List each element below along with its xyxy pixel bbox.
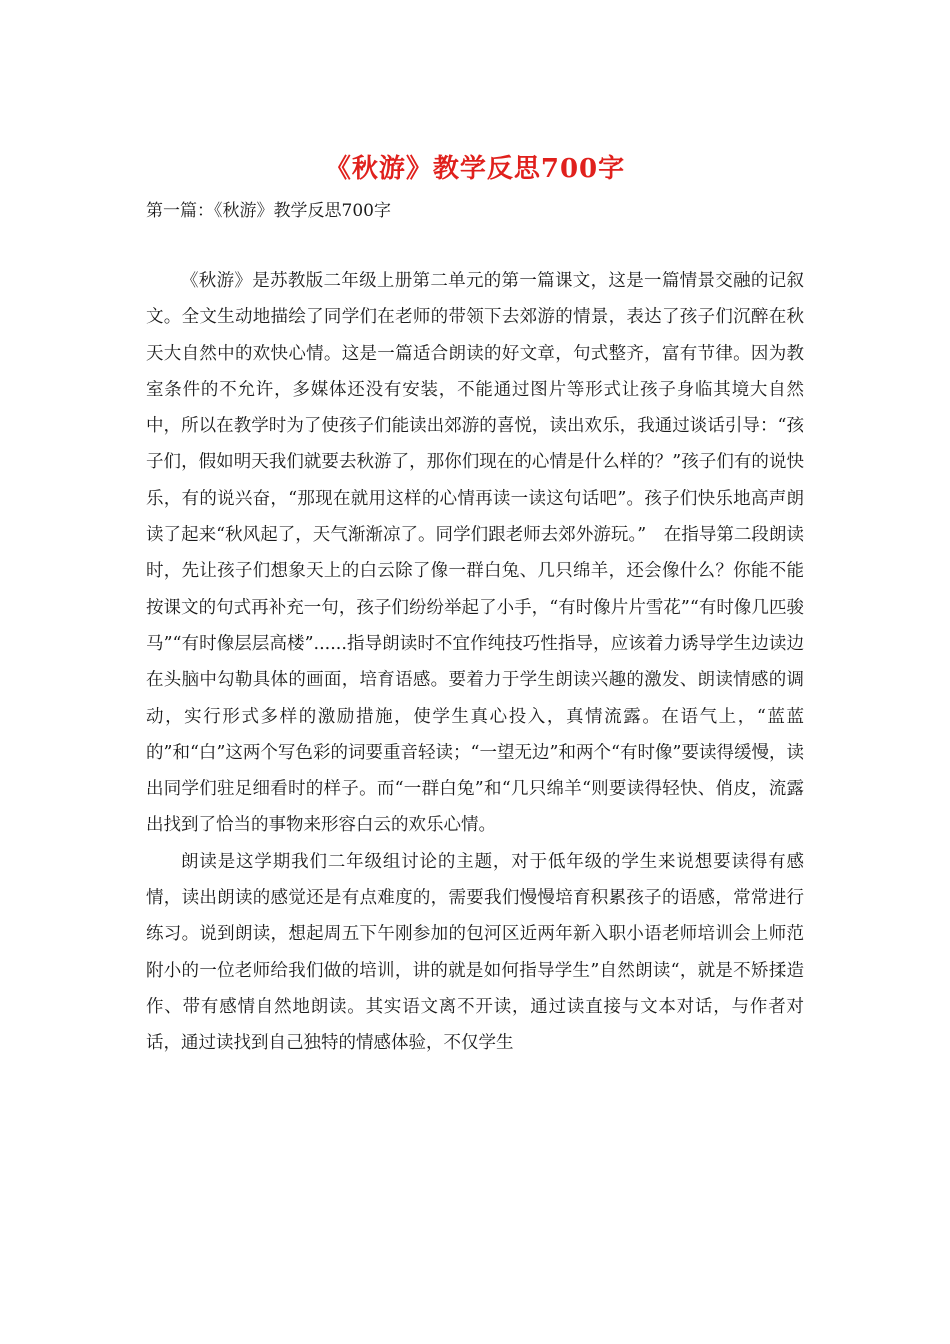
section-heading: 第一篇：《秋游》教学反思700字 xyxy=(146,201,391,221)
document-title: 《秋游》教学反思700字 xyxy=(324,154,626,184)
paragraph-1: 《秋游》是苏教版二年级上册第二单元的第一篇课文，这是一篇情景交融的记叙文。全文生动地描绘了同学们在老师的带领下去郊游的情景，表达了孩子们沉醉在秋天大自然中的欢快心情。这是一篇适合朗读的好文章，句式整齐，富有节律。因为教室条件的不允许，多媒体还没有安装，不能通过图片等形式让孩子身临其境大自然中，所以在教学时为了使孩子们能读出郊游的喜悦，读出欢乐，我通过谈话引导：“孩子们，假如明天我们就要去秋游了，那你们现在的心情是什么样的？”孩子们有的说快乐，有的说兴奋，“那现在就用这样的心情再读一读这句话吧”。孩子们快乐地高声朗读了起来“秋风起了，天气渐渐凉了。同学们跟老师去郊外游玩。” 在指导第二段朗读时，先让孩子们想象天上的白云除了像一群白兔、几只绵羊，还会像什么？你能不能按课文的句式再补充一句，孩子们纷纷举起了小手，“有时像片片雪花”“有时像几匹骏马”“有时像层层高楼”......指导朗读时不宜作纯技巧性指导，应该着力诱导学生边读边在头脑中勾勒具体的画面，培育语感。要着力于学生朗读兴趣的激发、朗读情感的调动，实行形式多样的激励措施，使学生真心投入，真情流露。在语气上，“蓝蓝的”和“白”这两个写色彩的词要重音轻读；“一望无边”和两个“有时像”要读得缓慢，读出同学们驻足细看时的样子。而“一群白兔”和“几只绵羊“则要读得轻快、俏皮，流露出找到了恰当的事物来形容白云的欢乐心情。 xyxy=(146,271,804,836)
paragraph-2: 朗读是这学期我们二年级组讨论的主题，对于低年级的学生来说想要读得有感情，读出朗读的感觉还是有点难度的，需要我们慢慢培育积累孩子的语感，常常进行练习。说到朗读，想起周五下午刚参加的包河区近两年新入职小语老师培训会上师范附小的一位老师给我们做的培训，讲的就是如何指导学生”自然朗读“，就是不矫揉造作、带有感情自然地朗读。其实语文离不开读，通过读直接与文本对话，与作者对话，通过读找到自己独特的情感体验，不仅学生 xyxy=(146,851,804,1054)
body-text xyxy=(146,263,804,1062)
